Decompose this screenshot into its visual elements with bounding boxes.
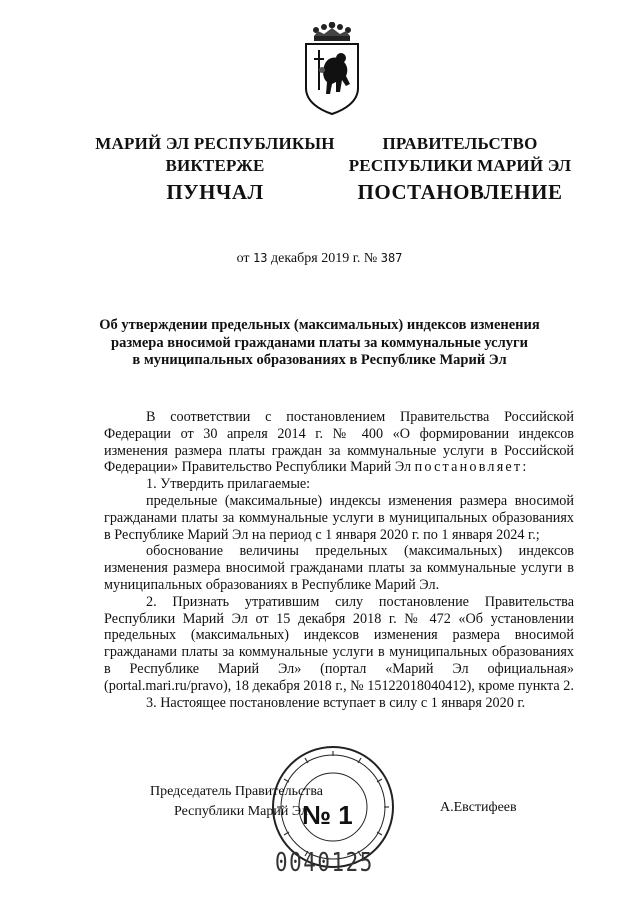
document-number: 387 <box>380 251 403 265</box>
paragraph-2: 1. Утвердить прилагаемые: <box>146 476 311 493</box>
date-prefix: от <box>236 251 254 266</box>
document-date-line <box>0 251 639 267</box>
paragraph-5: 2. Признать утратившим силу постановление Правительства Республики Марий Эл от 15 декабря 2018 г. № 472 «Об установлении предельных (максимальных) индексов изменения размера вносимой гражданами платы за коммунальные услуги в муниципальных образованиях в Республике Марий Эл» (портал «Марий Эл официальная» (portal.mari.ru/pravo), 18 декабря 2018 г., № 15122018040412), кроме пункта 2. <box>104 593 574 694</box>
title-line-1: Об утверждении предельных (максимальных) индексов изменения <box>99 317 540 333</box>
paragraph-1 <box>104 409 574 476</box>
header-left-line2: ВИКТЕРЖЕ <box>165 156 265 175</box>
date-day: 13 <box>253 251 268 265</box>
stamp-label: № 1 <box>302 800 353 830</box>
signature-block <box>150 782 323 822</box>
signatory-title-line2: Республики Марий Эл <box>174 804 308 819</box>
document-body <box>104 409 574 711</box>
title-line-3: в муниципальных образованиях в Республике Марий Эл <box>132 352 507 368</box>
document-title <box>80 317 559 370</box>
header-left-title: ПУНЧАЛ <box>166 180 264 204</box>
header-left-line1: МАРИЙ ЭЛ РЕСПУБЛИКЫН <box>95 134 335 153</box>
date-rest: декабря 2019 г. № <box>267 251 378 266</box>
serial-number: 0040125 <box>275 848 374 878</box>
header-right <box>345 133 575 177</box>
decree-word: постановляет: <box>414 459 529 476</box>
signatory-name: А.Евстифеев <box>440 800 517 815</box>
paragraph-6: 3. Настоящее постановление вступает в силу с 1 января 2020 г. <box>146 694 526 711</box>
header-right-title: ПОСТАНОВЛЕНИЕ <box>357 180 563 204</box>
paragraph-3: предельные (максимальные) индексы изменения размера вносимой гражданами платы за коммунальные услуги в муниципальных образованиях в Республике Марий Эл на период с 1 января 2020 г. по 1 января 2024 г.; <box>104 492 574 543</box>
header-right-line1: ПРАВИТЕЛЬСТВО <box>382 134 538 153</box>
paragraph-4: обоснование величины предельных (максимальных) индексов изменения размера вносимой гражданами платы за коммунальные услуги в муниципальных образованиях в Республике Марий Эл. <box>104 543 574 593</box>
title-line-2: размера вносимой гражданами платы за коммунальные услуги <box>111 334 528 351</box>
header-left <box>90 133 340 177</box>
signatory-title-line1: Председатель Правительства <box>150 784 323 799</box>
coat-of-arms-icon <box>300 22 364 116</box>
paragraph-1-text: В соответствии с постановлением Правительства Российской Федерации от 30 апреля 2014 г. № 400 «О формировании индексов изменения размера платы граждан за коммунальные услуги в Российской Федерации» Правительство Республики Марий Эл <box>104 409 574 476</box>
header-right-line2: РЕСПУБЛИКИ МАРИЙ ЭЛ <box>348 156 572 175</box>
